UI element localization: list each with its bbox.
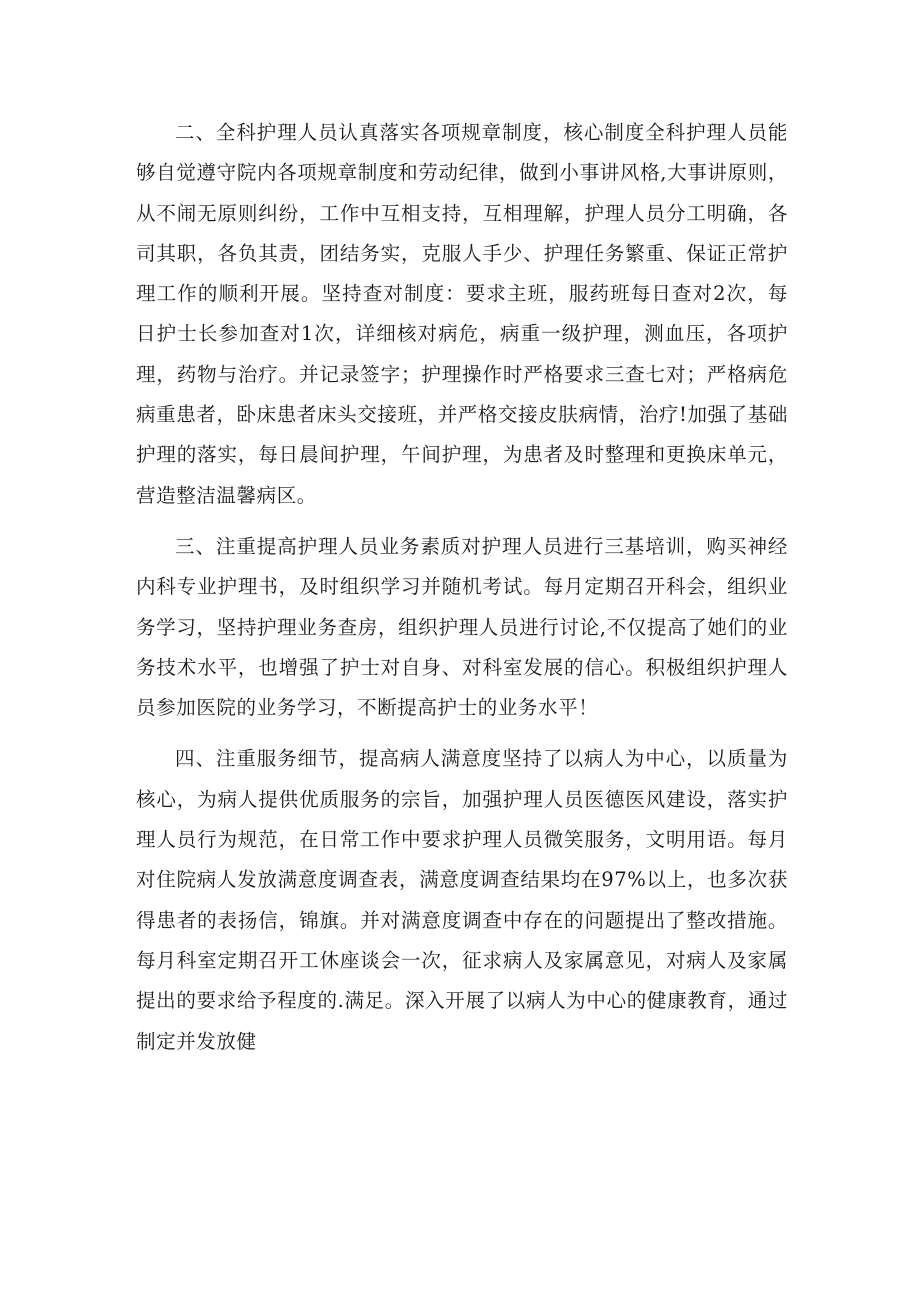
document-body	[136, 113, 788, 1073]
paragraph-section-4: 四、注重服务细节，提高病人满意度坚持了以病人为中心，以质量为核心，为病人提供优质服务的宗旨，加强护理人员医德医风建设，落实护理人员行为规范，在日常工作中要求护理人员微笑服务，文明用语。每月对住院病人发放满意度调查表，满意度调查结果均在97%以上，也多次获得患者的表扬信，锦旗。并对满意度调查中存在的问题提出了整改措施。每月科室定期召开工休座谈会一次，征求病人及家属意见，对病人及家属提出的要求给予程度的.满足。深入开展了以病人为中心的健康教育，通过制定并发放健	[136, 747, 788, 1053]
paragraph-section-2: 二、全科护理人员认真落实各项规章制度，核心制度全科护理人员能够自觉遵守院内各项规章制度和劳动纪律，做到小事讲风格,大事讲原则，从不闹无原则纠纷，工作中互相支持，互相理解，护理人员分工明确，各司其职，各负其责，团结务实，克服人手少、护理任务繁重、保证正常护理工作的顺利开展。坚持查对制度：要求主班，服药班每日查对2次，每日护士长参加查对1次，详细核对病危，病重一级护理，测血压，各项护理，药物与治疗。并记录签字；护理操作时严格要求三查七对；严格病危病重患者，卧床患者床头交接班，并严格交接皮肤病情，治疗!加强了基础护理的落实，每日晨间护理，午间护理，为患者及时整理和更换床单元，营造整洁温馨病区。	[136, 121, 788, 507]
paragraph-section-3: 三、注重提高护理人员业务素质对护理人员进行三基培训，购买神经内科专业护理书，及时组织学习并随机考试。每月定期召开科会，组织业务学习，坚持护理业务查房，组织护理人员进行讨论,不仅提高了她们的业务技术水平，也增强了护士对自身、对科室发展的信心。积极组织护理人员参加医院的业务学习，不断提高护士的业务水平！	[136, 534, 788, 720]
